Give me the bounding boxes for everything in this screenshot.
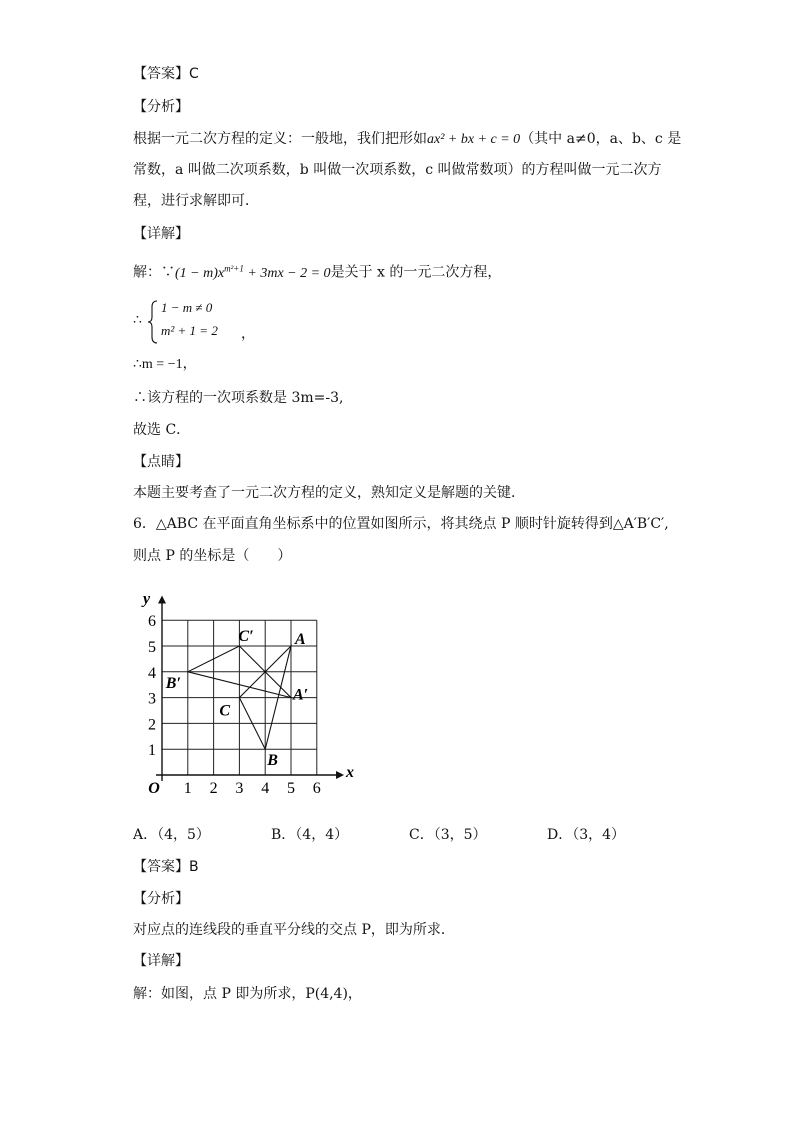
y-tick-label: 6 xyxy=(148,613,156,631)
x-axis-arrow-icon xyxy=(336,771,344,779)
system-line-1: 1 − m ≠ 0 xyxy=(161,300,213,315)
x-axis-label: x xyxy=(346,764,355,781)
analysis-paragraph-line-2: 常数，a 叫做二次项系数，b 叫做一次项系数，c 叫做常数项）的方程叫做一元二次方 xyxy=(133,162,662,178)
x-tick-label: 1 xyxy=(183,780,192,797)
y-axis-arrow-icon xyxy=(158,596,166,604)
origin-label: O xyxy=(148,780,160,797)
analysis-paragraph-line-1 xyxy=(133,129,681,150)
comment-label: 【点睛】 xyxy=(133,454,189,470)
system-line-2: m² + 1 = 2 xyxy=(161,323,218,338)
point-label: A′ xyxy=(293,686,309,704)
x-tick-label: 6 xyxy=(312,780,321,797)
option-c[interactable]: C．（3，5） xyxy=(409,827,487,843)
comment-text: 本题主要考查了一元二次方程的定义，熟知定义是解题的关键． xyxy=(133,485,525,501)
detail-text: 解：∵ xyxy=(133,264,175,281)
system-tail: ， xyxy=(241,326,255,342)
x-tick-label: 3 xyxy=(235,780,244,797)
point-label: B xyxy=(267,752,278,770)
y-tick-label: 3 xyxy=(148,690,156,708)
question-6-stem-line-2: 则点 P 的坐标是（ ） xyxy=(133,548,292,564)
detail-label: 【详解】 xyxy=(133,226,189,242)
analysis-text-q6: 对应点的连线段的垂直平分线的交点 P，即为所求． xyxy=(133,922,455,938)
analysis-paragraph-line-3: 程，进行求解即可． xyxy=(133,193,259,209)
y-tick-label: 5 xyxy=(148,639,156,656)
answer-label: 【答案】C xyxy=(133,66,199,82)
detail-text: 是关于 x 的一元二次方程， xyxy=(330,264,502,281)
detail-line-3: ∴m = −1， xyxy=(133,357,197,372)
detail-label-q6: 【详解】 xyxy=(133,953,189,969)
x-tick-label: 2 xyxy=(209,780,218,797)
y-tick-label: 4 xyxy=(148,664,156,682)
x-tick-label: 5 xyxy=(287,780,295,797)
analysis-text: （其中 a≠0，a、b、c 是 xyxy=(520,131,682,147)
equation-rest: + 3mx − 2 = 0 xyxy=(243,265,331,281)
equation-system xyxy=(133,299,313,345)
quadratic-general-form: ax² + bx + c = 0 xyxy=(427,132,521,147)
option-d[interactable]: D．（3，4） xyxy=(547,827,626,843)
brace-icon xyxy=(147,299,159,345)
option-a[interactable]: A．（4，5） xyxy=(133,827,210,843)
x-tick-label: 4 xyxy=(261,780,270,797)
equation xyxy=(175,263,331,281)
analysis-label: 【分析】 xyxy=(133,99,189,115)
y-tick-label: 2 xyxy=(148,716,156,734)
question-6-stem-line-1: 6．△ABC 在平面直角坐标系中的位置如图所示，将其绕点 P 顺时针旋转得到△A′B′C′, xyxy=(133,516,669,532)
option-b[interactable]: B．（4，4） xyxy=(271,827,349,843)
detail-line-4: ∴该方程的一次项系数是 3m=-3, xyxy=(133,390,344,406)
y-axis-label: y xyxy=(143,590,151,608)
coordinate-grid-figure xyxy=(133,586,363,802)
detail-line-1 xyxy=(133,258,501,284)
point-label: B′ xyxy=(165,674,181,692)
analysis-label-q6: 【分析】 xyxy=(133,891,189,907)
point-label: C xyxy=(219,702,231,720)
y-tick-label: 1 xyxy=(148,742,156,760)
equation-base: (1 − m)x xyxy=(175,265,225,281)
answer-label-q6: 【答案】B xyxy=(133,859,199,875)
therefore-symbol: ∴ xyxy=(133,312,142,328)
point-label: A xyxy=(295,631,306,648)
point-label: C′ xyxy=(238,628,254,645)
equation-exponent: m²+1 xyxy=(224,263,244,273)
detail-line-5: 故选 C． xyxy=(133,422,191,438)
detail-text-q6: 解：如图，点 P 即为所求，P(4,4)， xyxy=(133,986,362,1002)
analysis-text: 根据一元二次方程的定义：一般地，我们把形如 xyxy=(133,131,427,147)
